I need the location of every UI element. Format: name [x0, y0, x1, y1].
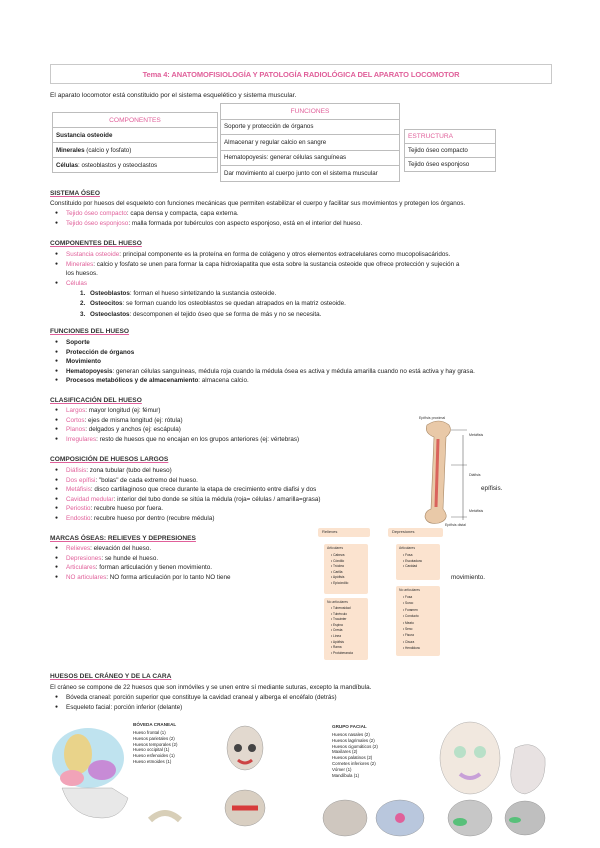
facial-list-item: Huesos nasales (2): [332, 732, 370, 737]
table-cell: Hematopoyesis: generar células sanguíneas: [221, 150, 400, 166]
marca-item: • Apófisis: [331, 639, 344, 644]
bullet-list: [50, 693, 337, 712]
componentes-table: [52, 112, 218, 173]
marca-item: • Meato: [403, 620, 414, 625]
funciones-table: [220, 103, 400, 182]
facial-list-item: Huesos cigomáticos (2): [332, 743, 378, 749]
list-item: ● Relieves: elevación del hueso.: [50, 544, 231, 554]
list-item: ● Endostio: recubre hueso por dentro (recubre médula): [50, 514, 430, 524]
table-cell: Minerales (calcio y fosfato): [53, 143, 218, 158]
bullet-list: [50, 250, 550, 288]
marcas-diagram: [318, 528, 446, 660]
bullet-list: [50, 338, 570, 386]
table-header: ESTRUCTURA: [405, 130, 496, 144]
boveda-title: BÓVEDA CRANEAL: [133, 722, 177, 727]
marca-item: • Foramen: [403, 607, 418, 612]
marca-item: • Apófisis: [331, 575, 345, 579]
list-item: ● Tejido óseo esponjoso: malla formada por tubérculos con aspecto esponjoso, está en el interior del hueso.: [50, 219, 362, 229]
boveda-list-item: Hueso esfenoides (1): [133, 753, 175, 759]
marca-item: • Protuberancia: [331, 650, 353, 655]
bone-label: Epífisis proximal: [419, 416, 446, 420]
facial-list-item: Maxilares (2): [332, 749, 358, 755]
facial-list: [332, 724, 428, 778]
list-item: ● Articulares: forman articulación y tienen movimiento.: [50, 563, 231, 573]
skull-front: [440, 722, 500, 794]
depresiones-box: Depresiones: [388, 528, 443, 537]
table-cell: Tejido óseo esponjoso: [405, 158, 496, 172]
facial-list-item: Mandíbula (1): [332, 772, 360, 778]
section-heading: HUESOS DEL CRÁNEO Y DE LA CARA: [50, 673, 172, 680]
estructura-table: [404, 129, 496, 172]
facial-list-item: Huesos lagrimales (2): [332, 737, 375, 743]
list-item: ● Sustancia osteoide: principal componente es la proteína en forma de colágeno y otros elementos extracelulares como mucopolisacáridos.: [50, 250, 550, 260]
relieves-no-articulares-box: No articulares • Tuberosidad • Tubérculo • Trocánter • Espina • Cresta • Línea • Apófisis • Rama • Protuberancia: [324, 598, 368, 660]
list-item: ● Hematopoyesis: generan células sanguíneas, médula roja cuando la médula ósea es activa y médula amarilla cuando no está activa y hay grasa.: [50, 367, 570, 377]
trailing-text: epífisis.: [481, 485, 503, 492]
section-heading: CLASIFICACIÓN DEL HUESO: [50, 397, 142, 404]
skull-base-view: [323, 800, 367, 836]
bone-label: Diáfisis: [469, 473, 481, 477]
section-text: El cráneo se compone de 22 huesos que son inmóviles y se unen entre sí mediante suturas, excepto la mandíbula.: [50, 684, 372, 691]
trailing-text: movimiento.: [451, 574, 485, 581]
title-box: [50, 64, 552, 84]
bone-label: Epífisis distal: [445, 523, 466, 527]
table-header: FUNCIONES: [221, 104, 400, 120]
marca-item: • Escotadura: [403, 558, 422, 563]
table-cell: Células: osteoblastos y osteoclastos: [53, 158, 218, 173]
facial-list-item: Cornetes inferiores (2): [332, 760, 376, 766]
sphenoid-bone: [60, 770, 84, 786]
bone-fragment: [150, 813, 180, 820]
section-heading: COMPONENTES DEL HUESO: [50, 240, 142, 247]
list-item: ● Protección de órganos: [50, 348, 570, 358]
facial-list-item: Huesos palatinos (2): [332, 755, 373, 761]
section-heading: MARCAS ÓSEAS: RELIEVES Y DEPRESIONES: [50, 535, 196, 542]
boveda-list: [133, 722, 211, 765]
facial-list-item: Vómer (1): [332, 766, 352, 772]
list-item: ● Diáfisis: zona tubular (tubo del hueso): [50, 466, 430, 476]
list-item: 2. Osteocitos: se forman cuando los osteoblastos se quedan atrapados en la matriz osteoide.: [80, 300, 346, 308]
marca-item: • Hendidura: [403, 646, 420, 651]
list-item: los huesos.: [66, 270, 98, 278]
list-item: ● Planos: delgados y anchos (ej: escápula): [50, 425, 299, 435]
marca-item: • Seno: [403, 627, 413, 632]
skull-lateral-view: [448, 800, 492, 836]
marca-item: • Rama: [331, 645, 342, 650]
palatine-highlight: [509, 817, 521, 823]
marca-item: • Cavidad: [403, 564, 418, 568]
long-bone-svg: [405, 415, 515, 533]
list-item: ● Dos epífisi: "bolas" de cada extremo del hueso.: [50, 476, 430, 486]
marca-item: • Carilla: [331, 569, 343, 574]
facial-title: GRUPO FACIAL: [332, 724, 367, 729]
parietal-bone: [64, 734, 92, 774]
section-heading: FUNCIONES DEL HUESO: [50, 328, 130, 335]
list-item: ● Largos: mayor longitud (ej: fémur): [50, 406, 299, 416]
list-item: ● Irregulares: resto de huesos que no encajan en los grupos anteriores (ej: vértebras): [50, 435, 299, 445]
list-item: ● Periostio: recubre hueso por fuera.: [50, 504, 430, 514]
orbit: [474, 746, 486, 758]
marca-item: • Espina: [331, 622, 343, 627]
facial-group-figure: [320, 718, 555, 842]
list-item: ● Procesos metabólicos y de almacenamiento: almacena calcio.: [50, 376, 570, 386]
list-item: ● Movimiento: [50, 357, 570, 367]
zygomatic-highlight: [453, 818, 467, 826]
relieves-articulares-box: Articulares • Cabeza • Cóndilo • Tróclea • Carilla • Apófisis • Epicóndilo: [324, 544, 368, 594]
relieves-box: Relieves: [318, 528, 370, 537]
marca-item: • Trocánter: [331, 617, 347, 622]
skull-side: [511, 745, 545, 794]
list-item: ● Soporte: [50, 338, 570, 348]
boveda-list-item: Hueso occipital (1): [133, 747, 170, 753]
eye-socket: [234, 744, 242, 752]
list-item: ● Células: [50, 279, 550, 289]
eye-socket: [248, 744, 256, 752]
marca-item: • Tróclea: [331, 564, 344, 568]
bone-label: Metáfisis: [469, 509, 484, 513]
boveda-list-item: Huesos parietales (2): [133, 735, 175, 741]
list-item: ● Esqueleto facial: porción inferior (delante): [50, 703, 337, 713]
cranial-vault-figure: [50, 718, 270, 838]
table-cell: Sustancia osteoide: [53, 128, 218, 143]
bone-label: Metáfisis: [469, 433, 484, 437]
list-item: 1. Osteoblastos: forman el hueso sintetizando la sustancia osteoide.: [80, 290, 277, 297]
bullet-list: [50, 544, 231, 582]
section-heading: SISTEMA ÓSEO: [50, 190, 100, 197]
marca-item: • Conducto: [403, 614, 419, 619]
list-item: ● Tejido óseo compacto: capa densa y compacta, capa externa.: [50, 209, 362, 219]
long-bone-diagram: [405, 415, 515, 533]
boveda-list-item: Hueso etmoides (1): [133, 758, 172, 764]
table-header: COMPONENTES: [53, 113, 218, 128]
list-item: ● Minerales: calcio y fosfato se unen para formar la capa hidroxiapatita que esta sobre la sustancia osteoide que ofrece protección y sujeción a: [50, 260, 550, 270]
marca-item: • Cisura: [403, 639, 415, 644]
marca-item: • Surco: [403, 601, 414, 606]
table-cell: Tejido óseo compacto: [405, 144, 496, 158]
depresiones-articulares-box: Articulares • Fosa • Escotadura • Cavidad: [396, 544, 440, 580]
bullet-list: [50, 466, 430, 524]
list-item: ● Cavidad medular: interior del tubo donde se sitúa la médula (roja= células / amarilla=grasa): [50, 495, 430, 505]
depresiones-no-articulares-box: No articulares • Fosa • Surco • Foramen • Conducto • Meato • Seno • Fisura • Cisura • Hendidura: [396, 586, 440, 656]
bullet-list: [50, 406, 299, 444]
orbit: [454, 746, 466, 758]
sella: [395, 813, 405, 823]
marca-item: • Línea: [331, 633, 341, 638]
marca-item: • Tubérculo: [331, 611, 347, 616]
marca-item: • Fisura: [403, 633, 414, 638]
marrow-shape: [436, 439, 438, 507]
marca-item: • Tuberosidad: [331, 606, 351, 610]
bullet-list: [50, 209, 362, 228]
marca-item: • Cabeza: [331, 553, 345, 557]
table-cell: Almacenar y regular calcio en sangre: [221, 135, 400, 151]
numbered-list: [60, 289, 520, 320]
marca-item: • Fosa: [403, 595, 413, 599]
boveda-list-item: Hueso frontal (1): [133, 730, 166, 735]
marca-item: • Fosa: [403, 553, 413, 557]
table-cell: Soporte y protección de órganos: [221, 119, 400, 135]
marca-item: • Cresta: [331, 628, 343, 633]
boveda-list-item: Huesos temporales (2): [133, 741, 178, 747]
list-item: ● Cortos: ejes de misma longitud (ej: rótula): [50, 416, 299, 426]
list-item: 3. Osteoclastos: descomponen el tejido óseo que se forma de más y no se necesita.: [80, 310, 322, 318]
list-item: ● Bóveda craneal: porción superior que constituye la cavidad craneal y alberga el encéfalo (detrás): [50, 693, 337, 703]
document-title: Tema 4: ANATOMOFISIOLOGÍA Y PATOLOGÍA RADIOLÓGICA DEL APARATO LOCOMOTOR: [142, 69, 460, 79]
list-item: ● Depresiones: se hunde el hueso.: [50, 554, 231, 564]
intro-text: El aparato locomotor está constituido por el sistema esquelético y sistema muscular.: [50, 92, 297, 99]
jaw-shape: [62, 788, 128, 818]
section-heading: COMPOSICIÓN DE HUESOS LARGOS: [50, 456, 169, 463]
temporal-bone: [88, 760, 116, 780]
table-cell: Dar movimiento al cuerpo junto con el sistema muscular: [221, 166, 400, 182]
marca-item: • Cóndilo: [331, 558, 345, 563]
list-item: ● NO articulares: NO forma articulación por lo tanto NO tiene: [50, 573, 231, 583]
marca-item: • Epicóndilo: [331, 580, 349, 585]
list-item: ● Metáfisis: disco cartilaginoso que crece durante la etapa de crecimiento entre diafisi y dos: [50, 485, 430, 495]
section-text: Constituido por huesos del esqueleto con funciones mecánicas que permiten estabilizar el cuerpo y facilitar sus movimientos y protegen los órganos.: [50, 200, 466, 207]
